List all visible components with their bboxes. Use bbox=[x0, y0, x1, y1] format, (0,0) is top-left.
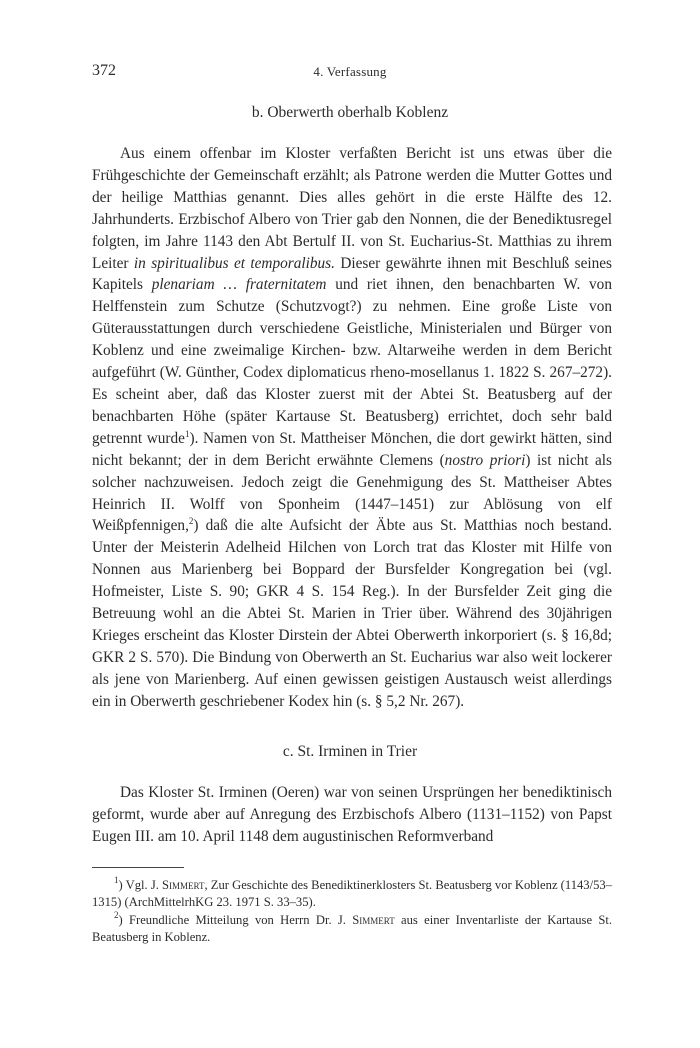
text-fragment: ) daß die alte Aufsicht der Äbte aus St. Matthias noch bestand. Unter der Meisterin Adelheid Hilchen von Lorch trat das Kloster mit Hilfe von Nonnen aus Marienberg bei Boppard der Bursfelder Kongregation bei (vgl. Hofmeister, Liste S. 90; GKR 4 S. 154 Reg.). In der Bursfelder Zeit ging die Betreuung wohl an die Abtei St. Marien in Trier über. Während des 30jährigen Krieges erscheint das Kloster Dirstein der Abtei Oberwerth inkorporiert (s. § 16,8d; GKR 2 S. 570). Die Bindung von Oberwerth an St. Eucharius war also weit lockerer als jene von Marienberg. Auf einen gewissen geistigen Austausch weist allerdings ein in Oberwerth geschriebener Kodex hin (s. § 5,2 Nr. 267). bbox=[92, 517, 612, 710]
text-fragment: Aus einem offenbar im Kloster verfaßten Bericht ist uns etwas über die Frühgeschichte der Gemeinschaft erzählt; als Patrone werden die Mutter Gottes und der heilige Matthias genannt. Dies alles gehört in die erste Hälfte des 12. Jahrhunderts. Erzbischof Albero von Trier gab den Nonnen, die der Benediktusregel folgten, im Jahre 1143 den Abt Bertulf II. von St. Eucharius-St. Matthias zu ihrem Leiter bbox=[92, 145, 612, 272]
footnote-divider bbox=[92, 867, 184, 868]
section-heading-c: c. St. Irminen in Trier bbox=[282, 743, 418, 760]
text-fragment: ) ist nicht als solcher nachzuweisen. Jedoch zeigt die Genehmigung des St. Mattheiser Abtes Heinrich II. Wolff von Sponheim (1447–1451) zur Ablösung von elf Weißpfennigen, bbox=[92, 451, 613, 535]
footnote-mark: 2 bbox=[114, 909, 119, 920]
footnote-text: ) Freundliche Mitteilung von Herrn Dr. J. bbox=[118, 912, 353, 927]
footnotes bbox=[92, 877, 612, 947]
footnote-ref-1: 1 bbox=[184, 428, 190, 439]
text-fragment: und riet ihnen, den benachbarten W. von Helffenstein zum Schutze (Schutzvogt?) zu nehmen. Eine große Liste von Güterausstattungen durch verschiedene Geistliche, Ministerialen und Bürger von Koblenz und eine zweimalige Kirchen- bzw. Altarweihe werden in dem Bericht aufgeführt (W. Günther, Codex diplomaticus rheno-mosellanus 1. 1822 S. 267–272). Es scheint aber, daß das Kloster zuerst mit der Abtei St. Beatusberg auf der benachbarten Höhe (später Kartause St. Beatusberg) errichtet, doch sehr bald getrennt wurde bbox=[92, 276, 612, 447]
running-head: 4. Verfassung bbox=[313, 64, 387, 79]
footnote-text: , Zur Geschichte des Benediktinerklosters St. Beatusberg vor Koblenz (1143/53–1315) (ArchMittelrhKG 23. 1971 S. 33–35). bbox=[92, 878, 612, 910]
section-heading-b: b. Oberwerth oberhalb Koblenz bbox=[251, 104, 449, 121]
text-fragment: ). Namen von St. Mattheiser Mönchen, die dort gewirkt hätten, sind nicht bekannt; der in dem Bericht erwähnte Clemens ( bbox=[92, 429, 612, 469]
latin-phrase: nostro priori bbox=[444, 451, 526, 469]
section-b-paragraph bbox=[92, 143, 612, 713]
section-c-paragraph: Das Kloster St. Irminen (Oeren) war von seinen Ursprüngen her benediktinisch geformt, wurde aber auf Anregung des Erzbischofs Albero (1131–1152) von Papst Eugen III. am 10. April 1148 dem augustinischen Reformverband bbox=[92, 784, 612, 845]
latin-phrase: in spiritualibus et temporalibus. bbox=[133, 254, 335, 272]
page-number: 372 bbox=[92, 62, 116, 79]
footnote-ref-2: 2 bbox=[188, 516, 194, 527]
footnote-text: ) Vgl. J. bbox=[118, 878, 163, 892]
footnote-mark: 1 bbox=[114, 875, 119, 885]
text-fragment: Dieser gewährte ihnen mit Beschluß seines Kapitels bbox=[92, 254, 612, 294]
latin-phrase: plenariam … fraternitatem bbox=[151, 276, 327, 294]
author-name: Simmert bbox=[352, 912, 395, 927]
footnote-1 bbox=[92, 877, 612, 912]
author-name: Simmert bbox=[162, 878, 205, 892]
footnote-2 bbox=[92, 909, 613, 947]
footnote-text: aus einer Inventarliste der Kartause St. Beatusberg in Koblenz. bbox=[92, 912, 613, 945]
